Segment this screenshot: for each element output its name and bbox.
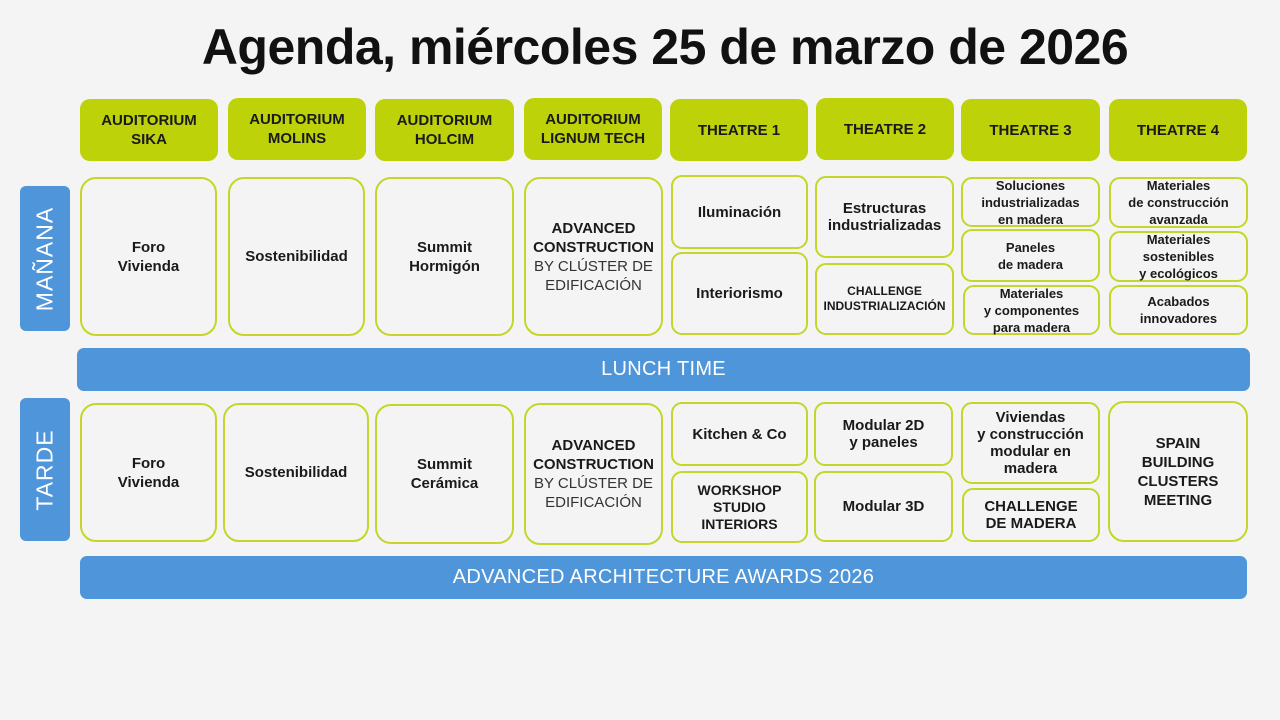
session-morning-sika[interactable]: Foro Vivienda	[80, 177, 217, 336]
lunch-time-bar: LUNCH TIME	[77, 348, 1250, 391]
room-header-theatre-4: THEATRE 4	[1109, 99, 1247, 161]
session-morning-holcim[interactable]: Summit Hormigón	[375, 177, 514, 336]
session-afternoon-theatre2-modular-2d[interactable]: Modular 2D y paneles	[814, 402, 953, 466]
session-morning-theatre2-estructuras[interactable]: Estructuras industrializadas	[815, 176, 954, 258]
session-afternoon-theatre4-spain-building-clusters[interactable]: SPAIN BUILDING CLUSTERS MEETING	[1108, 401, 1248, 542]
session-afternoon-molins[interactable]: Sostenibilidad	[223, 403, 369, 542]
session-afternoon-theatre3-challenge[interactable]: CHALLENGE DE MADERA	[962, 488, 1100, 542]
session-afternoon-holcim[interactable]: Summit Cerámica	[375, 404, 514, 544]
session-afternoon-theatre3-viviendas[interactable]: Viviendas y construcción modular en madera	[961, 402, 1100, 484]
session-morning-theatre3-paneles[interactable]: Paneles de madera	[961, 229, 1100, 282]
session-morning-theatre4-sostenibles[interactable]: Materiales sostenibles y ecológicos	[1109, 231, 1248, 282]
room-header-auditorium-sika: AUDITORIUM SIKA	[80, 99, 218, 161]
page-title: Agenda, miércoles 25 de marzo de 2026	[201, 19, 1129, 75]
period-label-morning-text: MAÑANA	[31, 206, 58, 311]
session-morning-lignum[interactable]	[524, 177, 663, 336]
session-afternoon-lignum-title: ADVANCED CONSTRUCTION	[533, 437, 654, 473]
session-morning-lignum-subtitle: BY CLÚSTER DE EDIFICACIÓN	[534, 257, 653, 294]
session-afternoon-sika[interactable]: Foro Vivienda	[80, 403, 217, 542]
period-label-morning	[20, 186, 70, 331]
session-morning-theatre3-soluciones[interactable]: Soluciones industrializadas en madera	[961, 177, 1100, 227]
session-morning-theatre3-materiales[interactable]: Materiales y componentes para madera	[963, 285, 1100, 335]
period-label-afternoon	[20, 398, 70, 541]
room-header-auditorium-molins: AUDITORIUM MOLINS	[228, 98, 366, 160]
session-morning-theatre2-challenge[interactable]: CHALLENGE INDUSTRIALIZACIÓN	[815, 263, 954, 335]
session-morning-theatre4-construccion-avanzada[interactable]: Materiales de construcción avanzada	[1109, 177, 1248, 228]
session-afternoon-theatre2-modular-3d[interactable]: Modular 3D	[814, 471, 953, 542]
awards-bar: ADVANCED ARCHITECTURE AWARDS 2026	[80, 556, 1247, 599]
room-header-auditorium-lignum-tech: AUDITORIUM LIGNUM TECH	[524, 98, 662, 160]
room-header-theatre-2: THEATRE 2	[816, 98, 954, 160]
session-morning-theatre4-acabados[interactable]: Acabados innovadores	[1109, 285, 1248, 335]
session-morning-molins[interactable]: Sostenibilidad	[228, 177, 365, 336]
room-header-auditorium-holcim: AUDITORIUM HOLCIM	[375, 99, 514, 161]
session-afternoon-theatre1-workshop[interactable]: WORKSHOP STUDIO INTERIORS	[671, 471, 808, 543]
session-afternoon-theatre1-kitchen[interactable]: Kitchen & Co	[671, 402, 808, 466]
session-afternoon-lignum[interactable]	[524, 403, 663, 545]
period-label-afternoon-text: TARDE	[31, 428, 58, 511]
session-morning-theatre1-interiorismo[interactable]: Interiorismo	[671, 252, 808, 335]
room-header-theatre-1: THEATRE 1	[670, 99, 808, 161]
session-afternoon-lignum-subtitle: BY CLÚSTER DE EDIFICACIÓN	[534, 475, 653, 511]
room-header-theatre-3: THEATRE 3	[961, 99, 1100, 161]
session-morning-theatre1-iluminacion[interactable]: Iluminación	[671, 175, 808, 249]
session-morning-lignum-title: ADVANCED CONSTRUCTION	[533, 219, 654, 256]
